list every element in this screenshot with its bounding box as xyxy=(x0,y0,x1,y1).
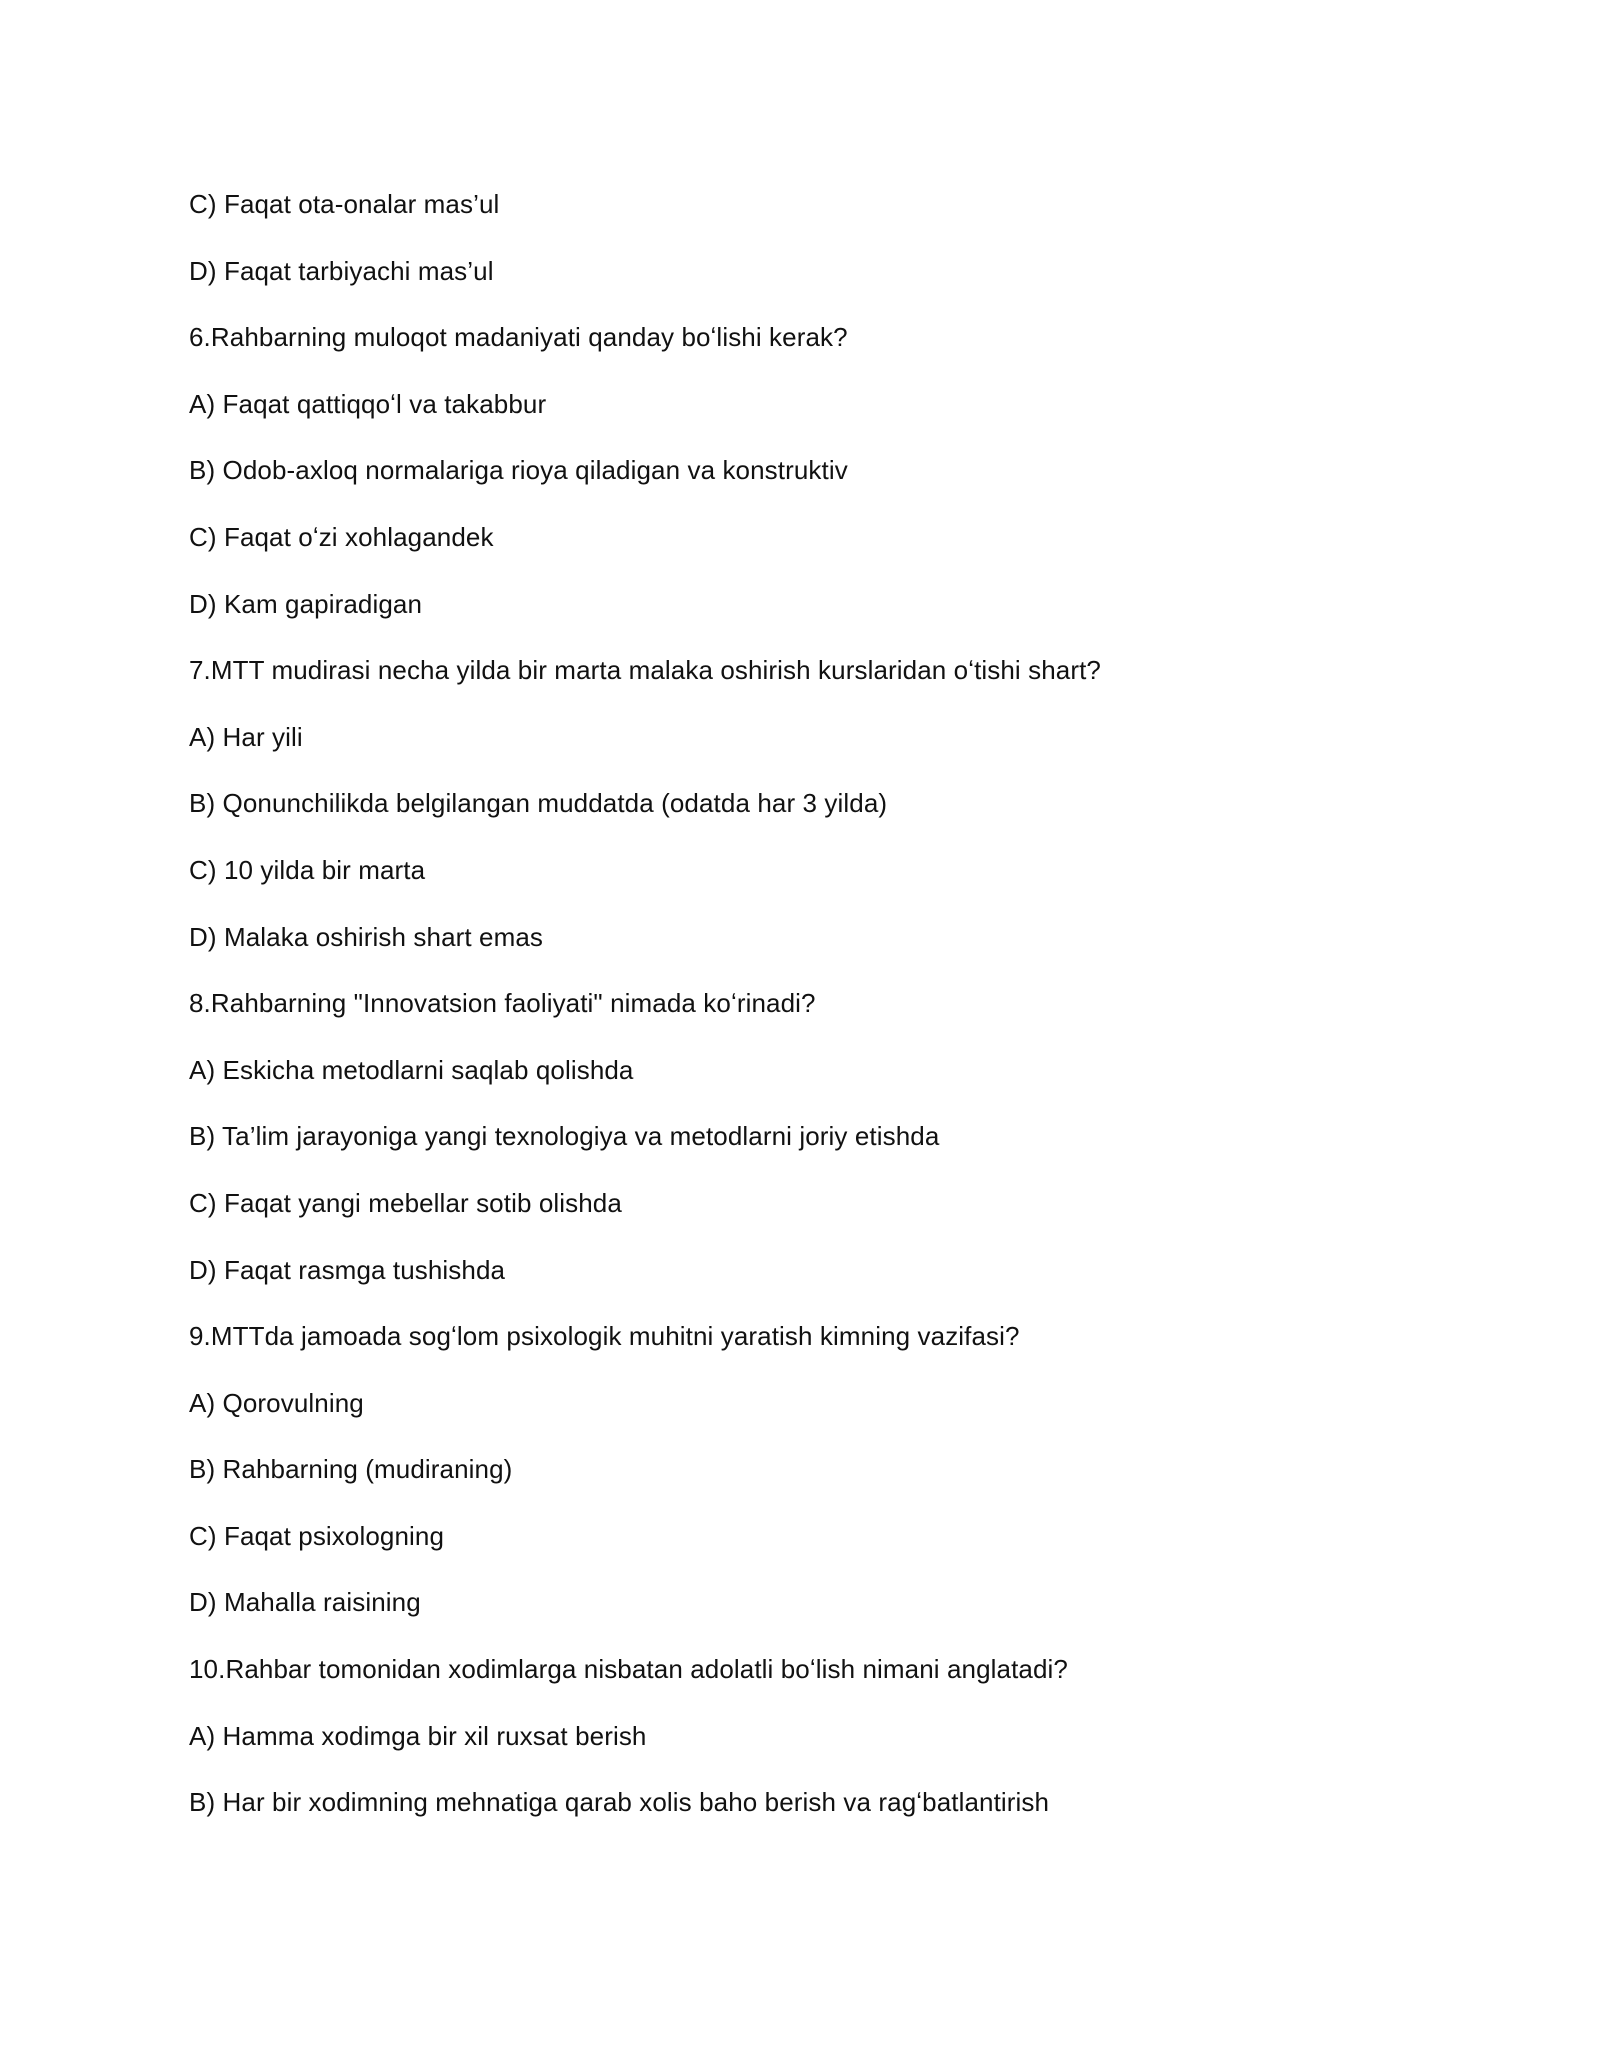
answer-option-a-q9: A) Qorovulning xyxy=(189,1387,364,1418)
answer-option-b-q9: B) Rahbarning (mudiraning) xyxy=(189,1454,513,1485)
answer-option-a-q6: A) Faqat qattiqqoʻl va takabbur xyxy=(189,388,547,419)
answer-option-d-q7: D) Malaka oshirish shart emas xyxy=(189,921,544,952)
answer-option-a-q8: A) Eskicha metodlarni saqlab qolishda xyxy=(189,1054,634,1085)
answer-option-c-q9: C) Faqat psixologning xyxy=(189,1520,445,1551)
answer-option-c-q5: C) Faqat ota-onalar mas’ul xyxy=(189,189,500,219)
question-10: 10.Rahbar tomonidan xodimlarga nisbatan adolatli boʻlish nimani anglatadi? xyxy=(189,1654,1068,1685)
question-9: 9.MTTda jamoada sogʻlom psixologik muhitni yaratish kimning vazifasi? xyxy=(189,1321,1020,1352)
question-7: 7.MTT mudirasi necha yilda bir marta malaka oshirish kurslaridan oʻtishi shart? xyxy=(189,655,1101,686)
question-6: 6.Rahbarning muloqot madaniyati qanday boʻlishi kerak? xyxy=(189,322,848,353)
answer-option-c-q7: C) 10 yilda bir marta xyxy=(189,854,426,885)
answer-option-a-q7: A) Har yili xyxy=(189,721,303,752)
answer-option-b-q10: B) Har bir xodimning mehnatiga qarab xolis baho berish va ragʻbatlantirish xyxy=(189,1787,1050,1818)
answer-option-b-q8: B) Ta’lim jarayoniga yangi texnologiya va metodlarni joriy etishda xyxy=(189,1121,940,1152)
answer-option-b-q6: B) Odob-axloq normalariga rioya qiladigan va konstruktiv xyxy=(189,455,848,486)
answer-option-c-q8: C) Faqat yangi mebellar sotib olishda xyxy=(189,1187,622,1218)
answer-option-d-q8: D) Faqat rasmga tushishda xyxy=(189,1254,506,1285)
answer-option-d-q5: D) Faqat tarbiyachi mas’ul xyxy=(189,255,494,286)
answer-option-b-q7: B) Qonunchilikda belgilangan muddatda (odatda har 3 yilda) xyxy=(189,788,888,819)
answer-option-d-q6: D) Kam gapiradigan xyxy=(189,588,423,619)
answer-option-c-q6: C) Faqat oʻzi xohlagandek xyxy=(189,521,494,552)
document-body xyxy=(189,187,1469,1852)
answer-option-a-q10: A) Hamma xodimga bir xil ruxsat berish xyxy=(189,1720,647,1751)
answer-option-d-q9: D) Mahalla raisining xyxy=(189,1587,421,1618)
question-8: 8.Rahbarning "Innovatsion faoliyati" nimada koʻrinadi? xyxy=(189,988,816,1019)
